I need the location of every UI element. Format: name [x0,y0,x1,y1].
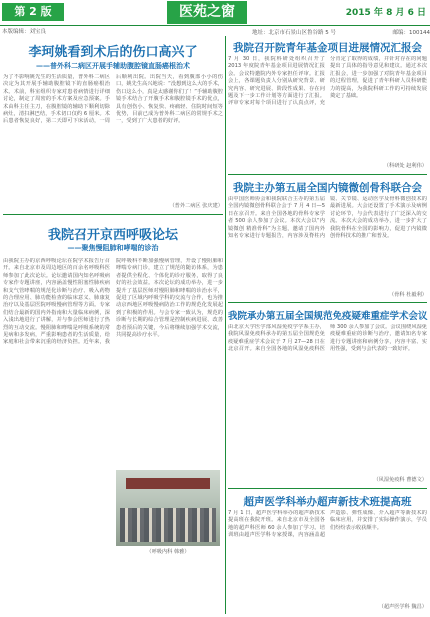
column-title: 医苑之窗 [167,1,247,24]
article1-title: 李珂姚看到术后的伤口高兴了 [28,45,198,60]
right-column [228,36,427,614]
article4-body: 由中国医师协会和我院联合主办的第五届全国内镜微创骨科联合会于 7 月 4 日—5 日在京召开。来自全国各地的骨科专家学者 500 余人参加了会议。本次大会以“内镜微创 精准骨科”为主题，邀请了国内外知名专家进行专题报告，内容涉及脊柱内镜、关节镜、运动医学及骨科微创技术的最新进展。大会还设置了手术演示及病例讨论环节，与会代表进行了广泛深入的交流。本次大会的成功举办，进一步扩大了我院骨科在全国的影响力，促进了内镜微创骨科技术的推广和普及。 [228,196,427,240]
page-header [0,0,430,26]
article5-title: 我院承办第五届全国规范免疫疑难重症学术会议 [228,311,428,322]
article2-title: 我院召开京西呼吸论坛 [47,228,178,243]
column-divider [225,36,226,614]
article3-title: 我院召开院青年基金项目进展情况汇报会 [233,42,422,54]
article-divider [3,214,223,215]
photo-caption: （呼吸内科 韩雅） [146,549,190,555]
article5-body: 由北京大学医学部风湿免疫学学系主办，我院风湿免疫科承办的第五届全国规范免疫疑难重症学术会议于 7 月 27—28 日在北京召开。来自全国各地的风湿免疫科医师 300 余人参加了会议。会议围绕风湿免疫疑难重症的诊断与治疗，邀请知名专家进行专题讲座和病例分享，内容丰富、实用性强，受到与会代表的一致好评。 [228,324,427,353]
article6-body: 7 月 1 日，超声医学科举办的超声新技术提高班在我院开班。来自北京市及全国各地的超声科医师 60 余人参加了学习。培训班由超声医学科专家授课，内容涵盖超声造影、弹性成像、介入超声等新技术的临床应用，并安排了实际操作演示，学员们纷纷表示收获颇丰。 [228,510,427,539]
article1-credit: （普外二病区 张庆建） [169,203,223,209]
conference-photo [116,470,220,546]
article-divider [228,174,427,175]
article6-credit: （超声医学科 魏昌） [378,604,427,610]
address: 地址：北京市石景山区鲁谷路 5 号 [252,30,336,36]
article2-subtitle: ——聚焦慢阻肺和哮喘的诊治 [67,244,159,252]
photo-banner [126,478,210,489]
article3-body: 7 月 30 日，我院科研处组织召开了 2013 年度院青年基金项目进展情况汇报会。会议特邀院内外专家担任评审。汇报会上，各课题负责人分别从研究背景、研究内容、研究进展、阶段性成果、存在问题及下一步工作计划等方面进行了汇报。评审专家对每个项目进行了认真点评，充分肯定了取得的成绩，并针对存在的问题提出了具体的指导意见和建议。通过本次汇报会，进一步加强了对院青年基金项目的过程管理，促进了青年科研人员科研能力的提高，为我院科研工作的可持续发展奠定了基础。 [228,56,427,107]
article1-body: 为了不影响姚先生的生活质量，普外科二病区决定为其开展手辅助腹腔镜下的直肠癌根治术。术前，科室组织专家对患者病情进行详细讨论，制定了周密的手术方案及应急预案。手术由科主任主刀，在腹腔镜的辅助下顺利切除病灶，清扫淋巴结，手术切口仅约 6 厘米。术后患者恢复良好，第二天即可下床活动，一周后顺利出院。出院当天，看到腹部小小的伤口，姚先生高兴地说：“没想到这么大的手术，伤口这么小，真是太感谢你们了！”手辅助腹腔镜手术结合了开腹手术和腹腔镜手术的优点，具有创伤小、恢复快、疼痛轻、住院时间短等优势，目前已成为普外科二病区的常规手术之一，受到了广大患者的好评。 [3,74,223,125]
article1-subtitle: ——普外科二病区开展手辅助腹腔镜直肠癌根治术 [36,62,190,70]
editor-line: 本版编辑：刘宝良 [2,29,47,35]
article5-credit: （风湿免疫科 曹德文） [373,477,427,483]
article4-title: 我院主办第五届全国内镜微创骨科联合会 [233,182,422,194]
photo-audience [120,508,216,542]
address-line [252,28,430,36]
edition-badge: 第 2 版 [2,3,64,21]
article3-credit: （科研处 赵利伟） [383,163,427,169]
article-divider [228,302,427,303]
postcode: 邮编：100144 [392,30,430,36]
issue-date: 2015 年 8 月 6 日 [345,8,426,18]
article-divider [228,488,427,489]
article2-body: 由我院主办的京西呼吸论坛在院学术报告厅召开。来自北京市及周边地区的百余名呼吸科医师参加了此次论坛。论坛邀请国内知名呼吸病专家作专题讲座，内容涵盖慢性阻塞性肺疾病和支气管哮喘的规范化诊断与治疗、吸入药物的合理应用、肺功能检查的临床意义、肺康复治疗以及基层医院呼吸慢病管理等方面。专家们结合最新的国内外指南和大量临床病例，深入浅出地进行了讲解，并与参会医师进行了热烈的互动交流。慢阻肺和哮喘是呼吸系统的常见病和多发病，严重影响患者的生活质量，给家庭和社会带来沉重的经济负担。近年来，我院呼吸科不断加强慢病管理，开设了慢阻肺和哮喘专病门诊，建立了规范的随访体系，为患者提供全程化、个体化的诊疗服务，取得了良好的社会效益。本次论坛的成功举办，进一步提升了基层医师对慢阻肺和哮喘的诊治水平，促进了区域内呼吸学科的交流与合作，也为推动京西地区呼吸慢病防治工作的规范化发展起到了积极的作用。与会专家一致认为，规范的诊断与长期的综合管理是控制疾病进展、改善患者预后的关键，今后将继续加强学术交流，共同提高诊疗水平。 [3,258,223,346]
article6-title: 超声医学科举办超声新技术班提高班 [243,496,412,508]
article4-credit: （骨科 杜毅利） [389,292,427,298]
